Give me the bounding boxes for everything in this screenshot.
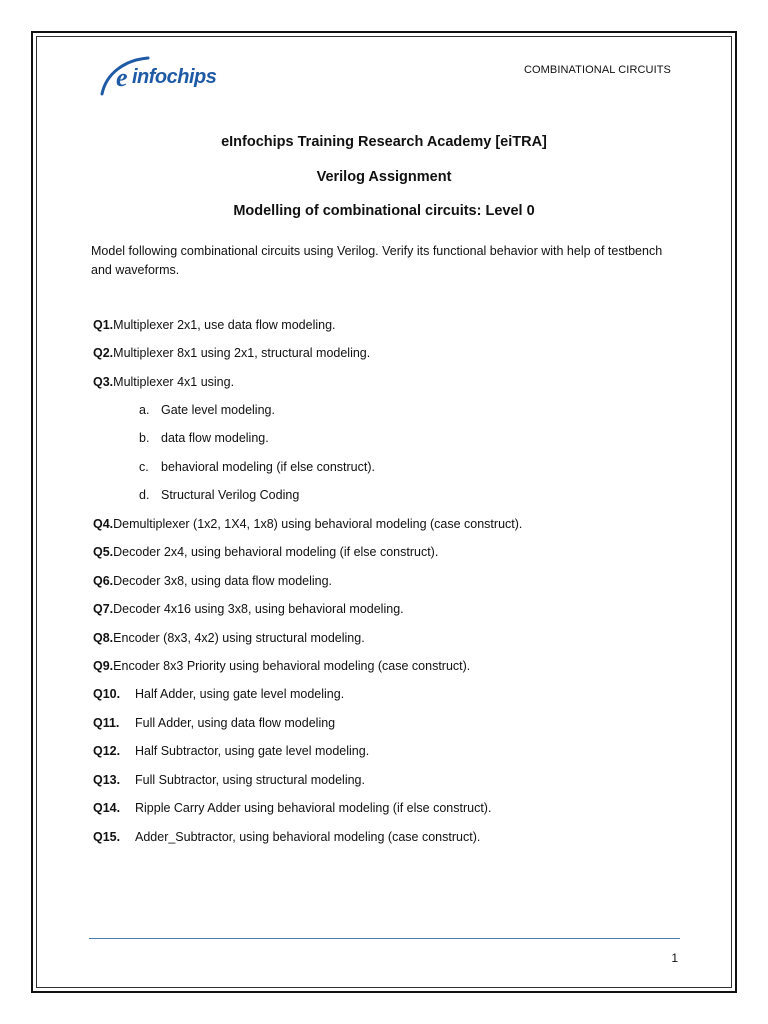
intro-paragraph: Model following combinational circuits using Verilog. Verify its functional behavior with help of testbench and waveforms.: [91, 244, 663, 277]
einfochips-logo: [96, 52, 226, 98]
question-item: Q3.Multiplexer 4x1 using.: [93, 375, 235, 389]
svg-text:infochips: infochips: [132, 66, 217, 88]
sub-item: b. data flow modeling.: [139, 431, 269, 445]
question-item: Q14. Ripple Carry Adder using behavioral modeling (if else construct).: [93, 801, 492, 815]
sub-item: c. behavioral modeling (if else construct).: [139, 460, 375, 474]
question-item: Q10. Half Adder, using gate level modeling.: [93, 687, 345, 701]
question-item: Q9.Encoder 8x3 Priority using behavioral modeling (case construct).: [93, 659, 471, 673]
question-item: Q8.Encoder (8x3, 4x2) using structural modeling.: [93, 631, 365, 645]
question-item: Q1.Multiplexer 2x1, use data flow modeling.: [93, 318, 336, 332]
academy-title: eInfochips Training Research Academy [eiTRA]: [221, 134, 547, 150]
question-item: Q7.Decoder 4x16 using 3x8, using behavioral modeling.: [93, 602, 404, 616]
svg-text:e: e: [116, 63, 128, 92]
level-title: Modelling of combinational circuits: Level 0: [233, 203, 535, 219]
sub-item: d. Structural Verilog Coding: [139, 488, 300, 502]
header-section-title: COMBINATIONAL CIRCUITS: [523, 64, 671, 76]
question-item: Q4.Demultiplexer (1x2, 1X4, 1x8) using behavioral modeling (case construct).: [93, 517, 523, 531]
sub-item: a. Gate level modeling.: [139, 403, 275, 417]
question-item: Q13. Full Subtractor, using structural modeling.: [93, 773, 365, 787]
question-item: Q15. Adder_Subtractor, using behavioral modeling (case construct).: [93, 830, 481, 844]
question-item: Q2.Multiplexer 8x1 using 2x1, structural modeling.: [93, 346, 371, 360]
question-item: Q11. Full Adder, using data flow modeling: [93, 716, 336, 730]
page-number: 1: [671, 951, 678, 965]
footer-rule: [89, 938, 680, 939]
assignment-title: Verilog Assignment: [316, 169, 452, 185]
question-item: Q6.Decoder 3x8, using data flow modeling.: [93, 574, 333, 588]
question-item: Q5.Decoder 2x4, using behavioral modeling (if else construct).: [93, 545, 439, 559]
question-item: Q12. Half Subtractor, using gate level modeling.: [93, 744, 370, 758]
